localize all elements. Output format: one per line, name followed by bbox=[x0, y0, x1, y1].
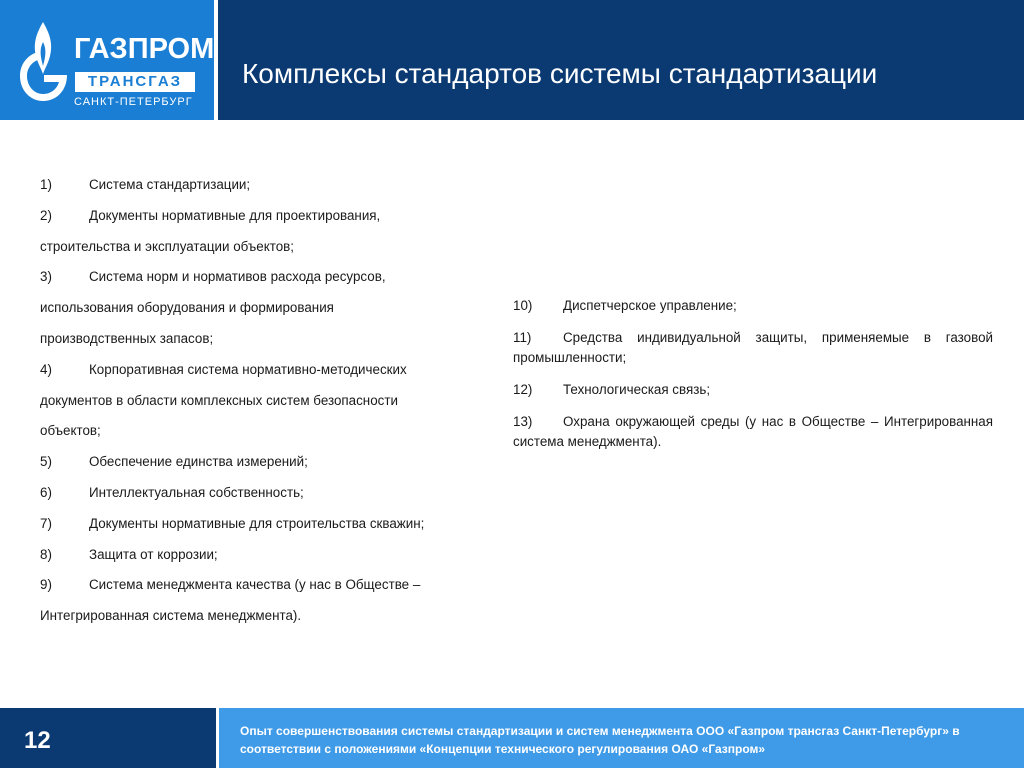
standards-list-left bbox=[40, 170, 470, 632]
footer-divider bbox=[216, 708, 219, 768]
item-number: 5) bbox=[40, 454, 52, 470]
list-item bbox=[40, 447, 470, 478]
list-item bbox=[40, 170, 470, 201]
footer-caption: Опыт совершенствования системы стандартизации и систем менеджмента ООО «Газпром трансгаз Санкт-Петербург» в соответствии с положениями «Концепции технического регулирования ОАО «Газпром» bbox=[240, 724, 960, 756]
item-text: Охрана окружающей среды (у нас в Обществе – Интегрированная система менеджмента). bbox=[513, 414, 993, 449]
item-text: Защита от коррозии; bbox=[89, 546, 218, 562]
item-number: 12) bbox=[513, 382, 533, 397]
list-item-continuation: строительства и эксплуатации объектов; bbox=[40, 238, 294, 254]
list-item bbox=[513, 380, 993, 400]
list-item-continuation: объектов; bbox=[40, 423, 101, 439]
item-number: 3) bbox=[40, 269, 52, 285]
item-text: Обеспечение единства измерений; bbox=[89, 454, 308, 470]
item-text: Средства индивидуальной защиты, применяемые в газовой промышленности; bbox=[513, 330, 993, 365]
list-item bbox=[40, 262, 470, 293]
list-item-continuation: использования оборудования и формирования bbox=[40, 300, 334, 316]
list-item bbox=[40, 355, 470, 386]
item-text: Интеллектуальная собственность; bbox=[89, 484, 304, 500]
list-item bbox=[40, 201, 470, 232]
list-item-continuation: производственных запасов; bbox=[40, 330, 214, 346]
item-text: Документы нормативные для проектирования, bbox=[89, 207, 381, 223]
item-number: 2) bbox=[40, 207, 52, 223]
list-item bbox=[513, 328, 993, 368]
logo-city: САНКТ-ПЕТЕРБУРГ bbox=[74, 96, 193, 108]
list-item-continuation: документов в области комплексных систем безопасности bbox=[40, 392, 398, 408]
list-item bbox=[40, 509, 470, 540]
item-text: Документы нормативные для строительства скважин; bbox=[89, 515, 425, 531]
item-number: 1) bbox=[40, 177, 52, 192]
list-item-continuation: Интегрированная система менеджмента). bbox=[40, 608, 302, 624]
item-text: Система норм и нормативов расхода ресурсов, bbox=[89, 269, 386, 285]
page-number: 12 bbox=[24, 727, 51, 754]
item-text: Диспетчерское управление; bbox=[563, 298, 737, 313]
header-bottom-line bbox=[0, 120, 1024, 124]
list-item bbox=[40, 540, 470, 571]
item-number: 4) bbox=[40, 361, 52, 377]
page-title: Комплексы стандартов системы стандартизации bbox=[242, 58, 878, 89]
item-number: 9) bbox=[40, 577, 52, 593]
item-number: 13) bbox=[513, 414, 533, 429]
standards-list-right bbox=[513, 296, 993, 464]
list-item bbox=[513, 412, 993, 452]
logo-subtitle: ТРАНСГАЗ bbox=[75, 72, 195, 92]
item-number: 10) bbox=[513, 298, 533, 313]
item-number: 11) bbox=[513, 330, 532, 345]
item-text: Система стандартизации; bbox=[89, 177, 251, 192]
item-number: 8) bbox=[40, 546, 52, 562]
item-number: 6) bbox=[40, 484, 52, 500]
item-text: Технологическая связь; bbox=[563, 382, 711, 397]
logo-name: ГАЗПРОМ bbox=[74, 33, 215, 65]
list-item bbox=[40, 478, 470, 509]
list-item bbox=[513, 296, 993, 316]
item-text: Система менеджмента качества (у нас в Обществе – bbox=[89, 577, 421, 593]
item-text: Корпоративная система нормативно-методических bbox=[89, 361, 407, 377]
header-divider bbox=[214, 0, 218, 120]
gas-flame-icon bbox=[14, 18, 72, 104]
item-number: 7) bbox=[40, 515, 52, 531]
list-item bbox=[40, 570, 470, 601]
logo bbox=[0, 0, 214, 120]
